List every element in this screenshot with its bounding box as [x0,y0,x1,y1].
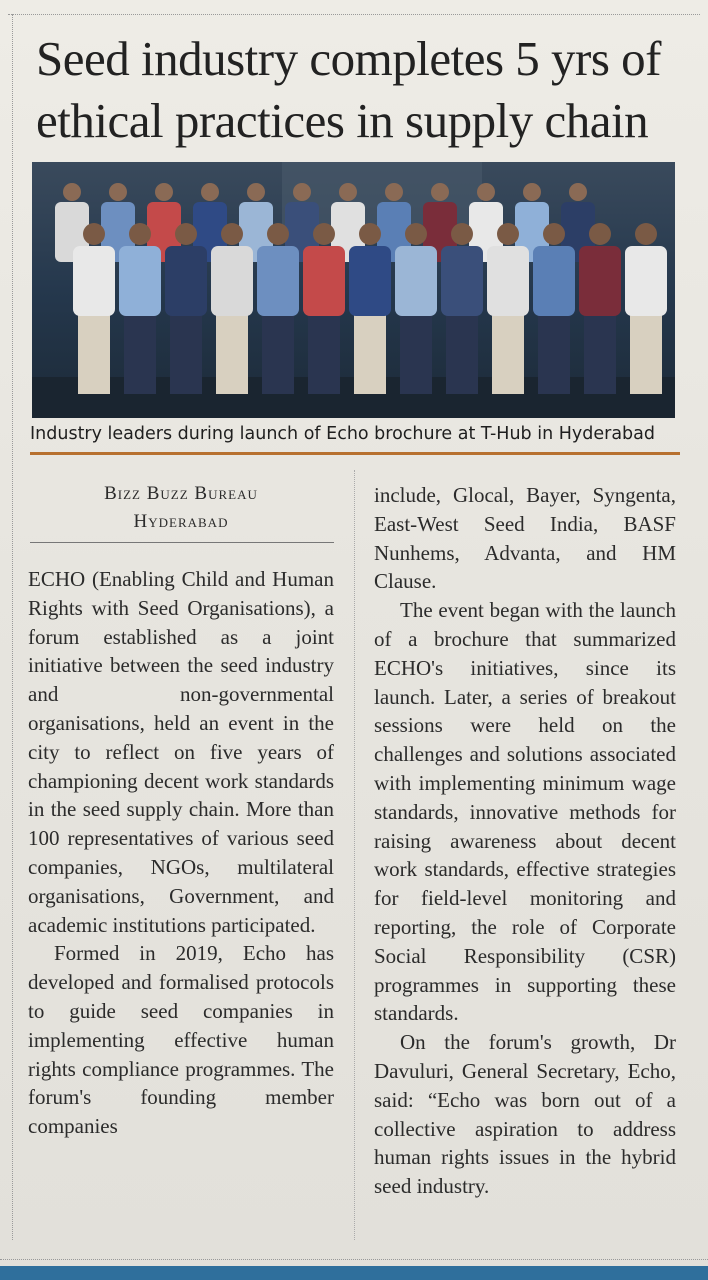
left-dotted-rule [12,14,13,1240]
article-paragraph: On the forum's growth, Dr Davuluri, General Secretary, Echo, said: “Echo was born out of a collective aspiration to address human rights issues in the hybrid seed industry. [374,1030,676,1199]
article-paragraph: include, Glocal, Bayer, Syngenta, East-West Seed India, BASF Nunhems, Advanta, and HM Clause. [374,483,676,594]
headline-line-2: ethical practices in supply chain [36,93,649,148]
photo-caption: Industry leaders during launch of Echo brochure at T-Hub in Hyderabad [30,424,655,444]
byline-city: Hyderabad [133,511,229,532]
headline-line-1: Seed industry completes 5 yrs of [36,31,661,86]
article-paragraph: ECHO (Enabling Child and Human Rights with Seed Organisations), a forum established as a joint initiative between the seed industry and non-governmental organisations, held an event in the city to reflect on five years of championing decent work standards in the seed supply chain. More than 100 representatives of various seed companies, NGOs, multilateral organisations, Government, and academic institutions participated. [28,567,334,937]
byline [28,480,334,536]
article-column-right [374,481,676,1201]
group-photo [32,162,675,418]
article-column-left [28,565,334,1141]
group-photo-icon [32,162,675,418]
column-divider [354,470,355,1240]
article-paragraph: The event began with the launch of a brochure that summarized ECHO's initiatives, since its launch. Later, a series of breakout sessions were held on the challenges and solutions associated with implementing minimum wage standards, innovative methods for raising awareness about decent work standards, effective strategies for field-level monitoring and reporting, the role of Corporate Social Responsibility (CSR) programmes in supporting these standards. [374,598,676,1026]
bottom-color-band [0,1266,708,1280]
bottom-dotted-rule [0,1259,708,1260]
byline-rule [30,542,334,543]
headline [36,28,686,152]
article-paragraph: Formed in 2019, Echo has developed and formalised protocols to guide seed companies in implementing effective human rights compliance programmes. The forum's founding member companies [28,941,334,1139]
top-dotted-rule [8,14,700,15]
byline-bureau: Bizz Buzz Bureau [104,483,258,504]
caption-rule [30,452,680,455]
